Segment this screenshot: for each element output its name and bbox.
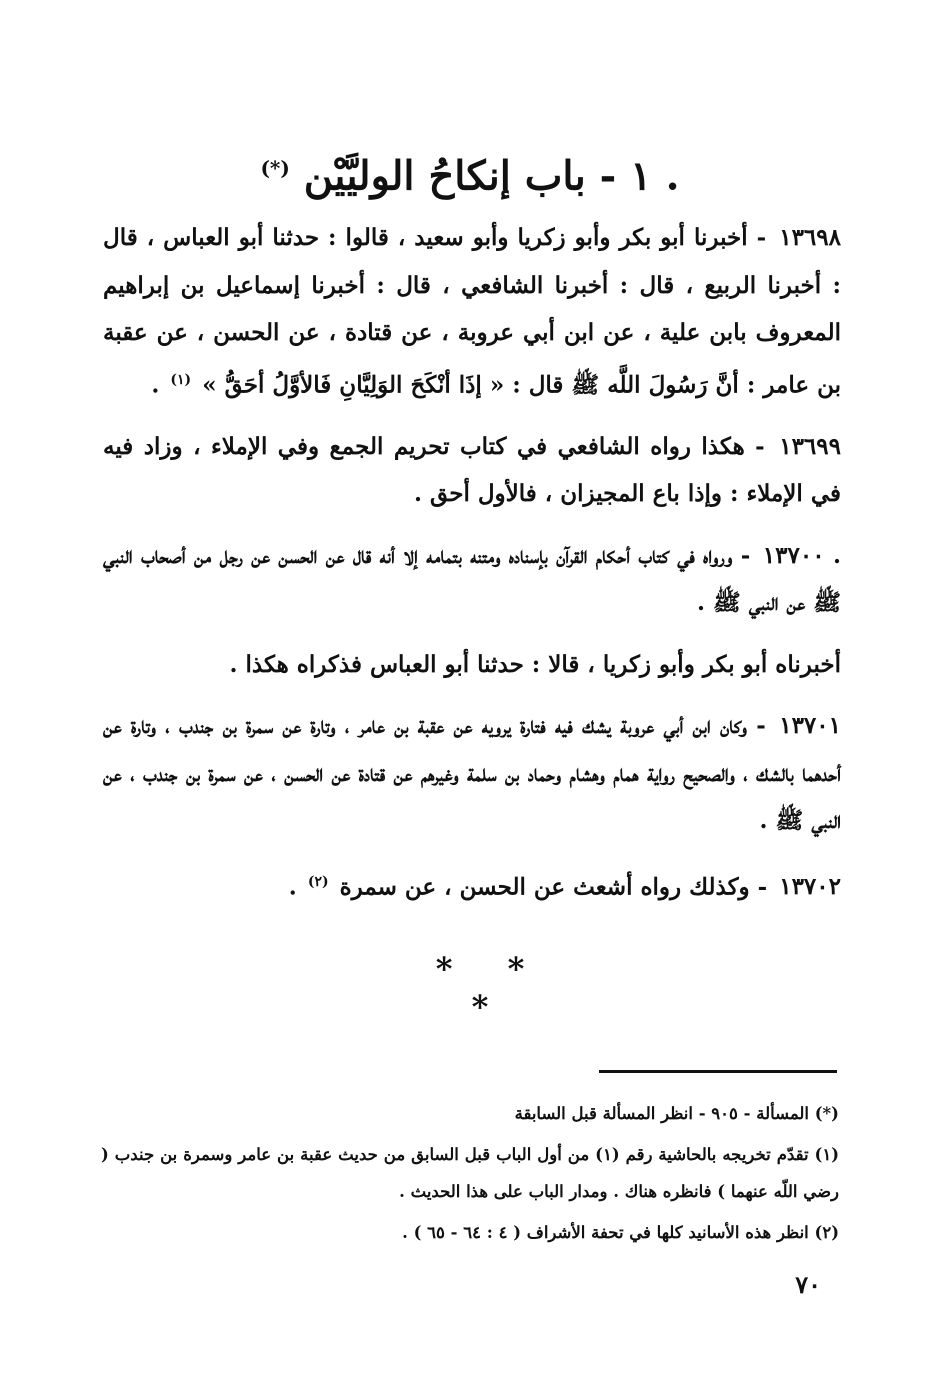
section-separator <box>380 950 580 1026</box>
paragraph-tail: . <box>288 873 297 901</box>
paragraph-13699 <box>103 423 841 518</box>
page-number: ٧٠ <box>795 1270 821 1299</box>
paragraph-13701 <box>103 702 841 845</box>
footnote-reference[interactable]: (٢) <box>307 873 329 890</box>
main-text <box>103 214 841 925</box>
chapter-title-text: . ١ - باب إنكاحُ الوليَّيْن <box>303 152 680 200</box>
paragraph-text: أخبرناه أبو بكر وأبو زكريا ، قالا : حدثنا أبو العباس فذكراه هكذا . <box>229 650 841 678</box>
paragraph-text: - وكان ابن أبي عروبة يشك فيه فتارة يرويه عن عقبة بن عامر ، وتارة عن سمرة بن جندب ، وتارة عن أحدهما بالشك ، والصحيح رواية همام وهشام وحماد بن سلمة وغيرهم عن قتادة عن الحسن ، عن سمرة بن جندب ، عن النبي ﷺ . <box>103 712 841 835</box>
chapter-title <box>100 138 840 206</box>
paragraph-text: - أخبرنا أبو بكر وأبو زكريا وأبو سعيد ، قالوا : حدثنا أبو العباس ، قال : أخبرنا الربيع ، قال : أخبرنا الشافعي ، قال : أخبرنا إسماعيل بن إبراهيم المعروف بابن علية ، عن ابن أبي عروبة ، عن قتادة ، عن الحسن ، عن عقبة بن عامر : أنَّ رَسُولَ اللَّه ﷺ قال : « إذَا أنْكَحَ الوَلِيَّانِ فَالأوَّلُ أحَقُّ » <box>103 224 841 399</box>
footnote-divider <box>599 1070 837 1073</box>
paragraph-unnumbered <box>103 641 841 689</box>
paragraph-text: - وكذلك رواه أشعث عن الحسن ، عن سمرة <box>339 873 768 901</box>
paragraph-tail: . <box>151 371 160 399</box>
footnote-reference[interactable]: (١) <box>170 371 192 388</box>
paragraph-number: ١٣٦٩٨ <box>779 224 841 251</box>
paragraph-13700 <box>103 532 841 627</box>
asterisk-ornament: * <box>471 988 489 1026</box>
paragraph-text: - هكذا رواه الشافعي في كتاب تحريم الجمع وفي الإملاء ، وزاد فيه في الإملاء : وإذا باع المجيزان ، فالأول أحق . <box>103 432 841 508</box>
chapter-title-marker: (*) <box>260 156 290 180</box>
paragraph-13698 <box>103 214 841 409</box>
paragraph-text: - ورواه في كتاب أحكام القرآن بإسناده ومتنه بتمامه إلا أنه قال عن الحسن عن رجل من أصحاب النبي ﷺ عن النبي ﷺ . <box>103 541 841 617</box>
footnote-2: (٢) انظر هذه الأسانيد كلها في تحفة الأشراف ( ٤ : ٦٤ - ٦٥ ) . <box>402 1223 839 1242</box>
asterisk-ornament: * <box>507 950 525 988</box>
footnotes <box>101 1095 839 1255</box>
asterisk-ornament: * <box>435 950 453 988</box>
footnote-star: (*) المسألة - ٩٠٥ - انظر المسألة قبل السابقة <box>514 1104 839 1123</box>
footnote-1: (١) تقدّم تخريجه بالحاشية رقم (١) من أول الباب قبل السابق من حديث عقبة بن عامر وسمرة بن جندب ( رضي اللّه عنهما ) فانظره هناك . ومدار الباب على هذا الحديث . <box>101 1145 840 1201</box>
paragraph-number: ١٣٦٩٩ <box>779 432 841 460</box>
paragraph-number: ١٣٧٠١ <box>779 712 841 740</box>
paragraph-number: . ١٣٧٠٠ <box>762 541 842 569</box>
paragraph-13702 <box>103 859 841 911</box>
paragraph-number: ١٣٧٠٢ <box>779 873 841 901</box>
